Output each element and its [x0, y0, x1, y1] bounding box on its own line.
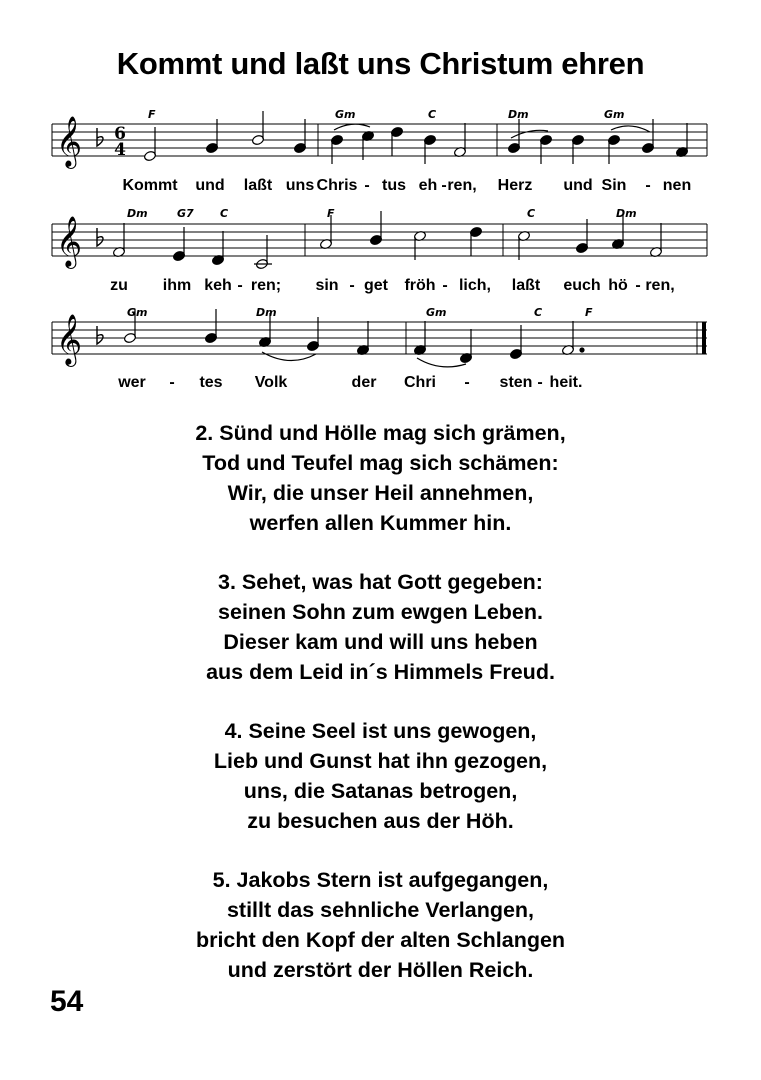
lyric-syllable: -: [169, 374, 175, 391]
time-signature-top: 6: [114, 124, 126, 144]
verse-line: stillt das sehnliche Verlangen,: [226, 898, 535, 922]
verse-line: 2. Sünd und Hölle mag sich grämen,: [195, 421, 566, 445]
chord-symbol: Gm: [127, 306, 148, 319]
lyric-syllable: Volk: [254, 374, 288, 391]
verse-line: 4. Seine Seel ist uns gewogen,: [224, 719, 537, 743]
staff-system-2: [52, 207, 707, 294]
lyric-syllable: hö: [608, 277, 628, 294]
chord-symbol: Gm: [604, 108, 625, 121]
lyric-syllable: euch: [563, 277, 601, 294]
chord-symbol: G7: [177, 207, 194, 220]
chord-symbol: Gm: [426, 306, 447, 319]
staff-system-3: [52, 306, 707, 391]
lyric-syllable: Chris: [316, 177, 358, 194]
time-signature-bottom: 4: [114, 140, 126, 160]
lyric-syllable: -: [635, 277, 641, 294]
lyric-syllable: ren,: [645, 277, 675, 294]
lyric-syllable: fröh: [404, 277, 436, 294]
verse-line: seinen Sohn zum ewgen Leben.: [218, 600, 543, 624]
lyric-syllable: und: [195, 177, 225, 194]
chord-symbol: Dm: [127, 207, 148, 220]
verse-line: Tod und Teufel mag sich schämen:: [202, 451, 559, 475]
verse-line: werfen allen Kummer hin.: [249, 511, 512, 535]
treble-clef-icon: 𝄞: [56, 116, 83, 167]
lyric-syllable: ihm: [162, 277, 192, 294]
lyric-syllable: eh: [418, 177, 438, 194]
verses: [0, 418, 761, 1014]
verse-line: uns, die Satanas betrogen,: [243, 779, 518, 803]
lyric-syllable: Herz: [497, 177, 533, 194]
lyric-syllable: Chri: [404, 374, 436, 391]
verse-3: [0, 567, 761, 687]
lyric-syllable: Sin: [601, 177, 627, 194]
page-number: 54: [50, 985, 84, 1018]
chord-symbol: C: [220, 207, 229, 220]
lyric-syllable: nen: [662, 177, 692, 194]
lyric-syllable: -: [537, 374, 543, 391]
lyric-syllable: tes: [199, 374, 223, 391]
lyric-syllable: get: [364, 277, 388, 294]
treble-clef-icon: 𝄞: [56, 216, 83, 267]
verse-2: [0, 418, 761, 538]
lyric-syllable: heit.: [549, 374, 583, 391]
treble-clef-icon: 𝄞: [56, 314, 83, 365]
chord-symbol: Dm: [508, 108, 529, 121]
lyric-syllable: -: [237, 277, 243, 294]
chord-symbol: Dm: [616, 207, 637, 220]
music-notation: [0, 100, 761, 400]
verse-line: Wir, die unser Heil annehmen,: [227, 481, 534, 505]
lyric-syllable: Kommt: [122, 177, 178, 194]
chord-symbol: Gm: [335, 108, 356, 121]
chord-symbol: C: [428, 108, 437, 121]
lyric-syllable: wer: [118, 374, 146, 391]
lyric-syllable: -: [442, 277, 448, 294]
verse-line: Dieser kam und will uns heben: [223, 630, 538, 654]
lyric-syllable: -: [464, 374, 470, 391]
lyric-syllable: laßt: [511, 277, 541, 294]
lyric-syllable: -: [349, 277, 355, 294]
chord-symbol: C: [527, 207, 536, 220]
lyric-syllable: der: [351, 374, 377, 391]
lyric-syllable: lich,: [458, 277, 492, 294]
verse-line: 3. Sehet, was hat Gott gegeben:: [218, 570, 543, 594]
lyric-syllable: zu: [110, 277, 128, 294]
song-title: Kommt und laßt uns Christum ehren: [116, 46, 645, 81]
chord-symbol: Dm: [256, 306, 277, 319]
chord-symbol: C: [534, 306, 543, 319]
chord-symbol: F: [327, 207, 335, 220]
staff-system-1: [52, 108, 707, 194]
lyric-syllable: ren;: [250, 277, 282, 294]
verse-line: aus dem Leid in´s Himmels Freud.: [206, 660, 555, 684]
verse-line: zu besuchen aus der Höh.: [247, 809, 514, 833]
chord-symbol: F: [148, 108, 156, 121]
lyric-syllable: sten: [499, 374, 533, 391]
lyric-syllable: laßt: [243, 177, 273, 194]
lyric-syllable: uns: [285, 177, 315, 194]
verse-line: 5. Jakobs Stern ist aufgegangen,: [212, 868, 549, 892]
verse-line: bricht den Kopf der alten Schlangen: [195, 928, 566, 952]
lyric-syllable: -: [645, 177, 651, 194]
lyric-syllable: und: [563, 177, 593, 194]
lyric-syllable: sin: [315, 277, 339, 294]
lyric-syllable: -: [441, 177, 447, 194]
chord-symbol: F: [585, 306, 593, 319]
verse-5: [0, 865, 761, 985]
lyric-syllable: -: [364, 177, 370, 194]
verse-line: Lieb und Gunst hat ihn gezogen,: [213, 749, 548, 773]
lyric-syllable: keh: [204, 277, 232, 294]
verse-line: und zerstört der Höllen Reich.: [227, 958, 534, 982]
lyric-syllable: ren,: [447, 177, 477, 194]
lyric-syllable: tus: [382, 177, 406, 194]
verse-4: [0, 716, 761, 836]
